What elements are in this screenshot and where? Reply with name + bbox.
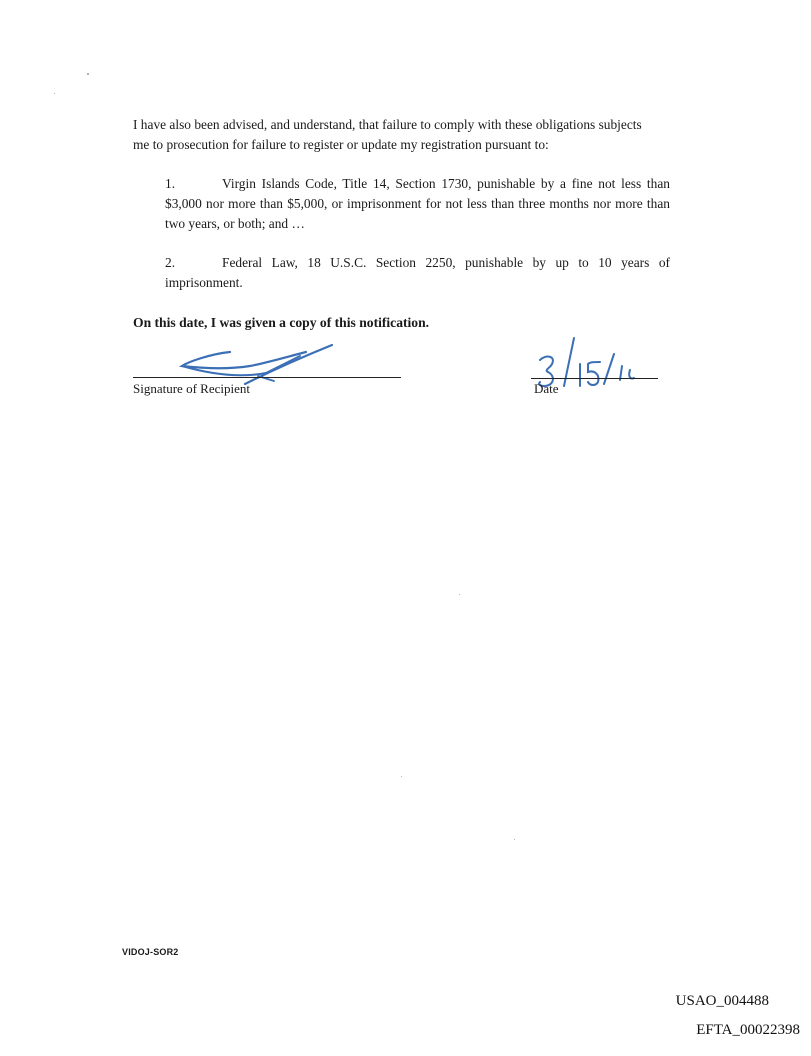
- date-label: Date: [534, 381, 559, 396]
- scan-speck: [459, 594, 460, 595]
- intro-paragraph: [133, 115, 653, 155]
- list-item-text: Federal Law, 18 U.S.C. Section 2250, punishable by up to 10 years of imprisonment.: [165, 255, 670, 290]
- form-identifier: VIDOJ-SOR2: [122, 947, 179, 957]
- intro-text: I have also been advised, and understand, that failure to comply with these obligations subjects me to prosecution for failure to register or update my registration pursuant to:: [133, 117, 642, 152]
- scan-speck: [401, 776, 402, 777]
- list-item-number: 1.: [165, 176, 176, 191]
- list-item: [165, 174, 670, 234]
- scan-speck: [54, 93, 55, 94]
- bates-number-usao: USAO_004488: [675, 993, 769, 1009]
- signature-label: Signature of Recipient: [133, 381, 250, 396]
- date-line: [531, 378, 658, 379]
- list-item: [165, 253, 670, 293]
- bates-number-efta: EFTA_00022398: [696, 1022, 800, 1038]
- signature-line: [133, 377, 401, 378]
- list-item-number: 2.: [165, 255, 176, 270]
- notification-statement: On this date, I was given a copy of this notification.: [133, 315, 430, 330]
- list-item-text: Virgin Islands Code, Title 14, Section 1730, punishable by a fine not less than $3,000 nor more than $5,000, or imprisonment for not less than three months nor more than two years, or both; and …: [165, 176, 670, 231]
- scan-speck: [87, 73, 89, 75]
- scan-speck: [514, 839, 515, 840]
